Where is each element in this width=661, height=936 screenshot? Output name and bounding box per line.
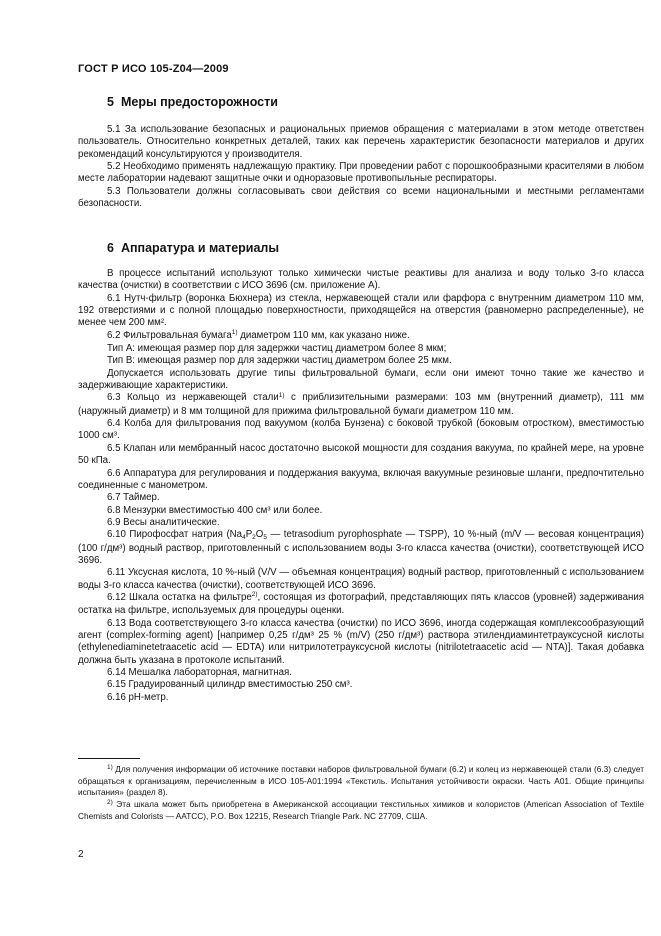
paragraph-6-13: 6.13 Вода соответствующего 3-го класса качества (очистки) по ИСО 3696, иногда содержащая комплексообразующий агент (complex-forming agent) [например 0,25 г/дм³ 25 % (m/V) (250 г/дм³) раствора этилендиаминтетрауксусной кислоты (ethylenediaminetetraacetic acid — EDTA) или нитрилотетрауксусной кислоты (nitrilotetraacetic acid — NTA)]. Такая добавка должна быть указана в протоколе испытаний. [78,617,644,666]
footnote-ref-2: 2) [251,591,258,599]
footnote-divider [78,758,140,759]
paragraph-6-9: 6.9 Весы аналитические. [107,516,220,528]
section-5-number: 5 [107,95,114,109]
section-6-body [78,268,644,704]
paragraph-5-3: 5.3 Пользователи должны согласовывать свои действия со всеми национальными и местными регламентами безопасности. [78,185,644,210]
paragraph-5-1: 5.1 За использование безопасных и рациональных приемов обращения с материалами в этом методе ответствен пользователь. Относительно конкретных деталей, таких как перечень характеристик безопасности материалов и других рекомендаций консультируются у производителя. [78,124,644,160]
paragraph-6-12: 6.12 Шкала остатка на фильтре$^{2)}$, состоящая из фотографий, представляющих пять классов (уровней) задерживания остатка на фильтре, используемых для процедуры оценки. [78,591,644,617]
footnotes [78,764,644,823]
paragraph-6-1: 6.1 Нутч-фильтр (воронка Бюхнера) из стекла, нержавеющей стали или фарфора с внутренним диаметром 110 мм, 192 отверстиями и с полной площадью поверхностности, приходящейся на отверстия (равномерно распределенные), не менее чем 200 мм². [78,292,644,329]
section-6-number: 6 [107,241,114,255]
paragraph-6-7: 6.7 Таймер. [107,492,160,504]
paragraph-6-15: 6.15 Градуированный цилиндр вместимостью 250 см³. [107,679,353,691]
footnote-2: $^{2)}$ Эта шкала может быть приобретена в Американской ассоциации текстильных химиков и колористов (American Association of Textile Chemists and Colorists — AATCC), P.O. Box 12215, Research Triangle Park. NC 27709, США. [78,798,644,822]
paragraph-5-2: 5.2 Необходимо применять надлежащую практику. При проведении работ с порошкообразными красителями в любом месте лаборатории надевают защитные очки и одноразовые противопыльные респираторы. [78,161,644,185]
paragraph-6-14: 6.14 Мешалка лабораторная, магнитная. [107,667,292,678]
section-5-heading [107,95,278,109]
section-5-body [78,124,644,210]
footnote-1: $^{1)}$ Для получения информации об источнике поставки наборов фильтровальной бумаги (6.2) и колец из нержавеющей стали (6.3) следует обращаться к организациям, перечисленным в ИСО 105-A01:1994 «Текстиль. Испытания устойчивости окраски. Часть А01. Общие принципы испытания» (раздел 8). [78,763,644,798]
paragraph-6-8: 6.8 Мензурки вместимостью 400 см³ или более. [107,504,323,516]
filter-type-a: Тип А: имеющая размер пор для задержки частиц диаметром более 8 мкм; [107,343,447,355]
paragraph-6-2: 6.2 Фильтровальная бумага$^{1)}$ диаметром 110 мм, как указано ниже. [107,329,410,341]
document-header: ГОСТ Р ИСО 105-Z04—2009 [78,63,229,75]
paragraph-6-intro: В процессе испытаний используют только химически чистые реактивы для анализа и воду только 3-го класса качества (очистки) в соответствии с ИСО 3696 (см. приложение А). [78,268,644,292]
section-6-title: Аппаратура и материалы [120,241,280,255]
page-number: 2 [78,849,84,860]
paragraph-6-4: 6.4 Колба для фильтрования под вакуумом (колба Бунзена) с боковой трубкой (боковым отростком), вместимостью 1000 см³. [78,418,644,442]
paragraph-6-2-note: Допускается использовать другие типы фильтровальной бумаги, если они имеют точно такие же качество и задерживающие характеристики. [78,367,644,392]
paragraph-6-11: 6.11 Уксусная кислота, 10 %-ный (V/V — объемная концентрация) водный раствор, приготовленный с использованием воды 3-го класса качества (очистки), соответствующей ИСО 3696. [78,567,644,591]
footnote-ref-1: 1) [231,329,238,337]
paragraph-6-5: 6.5 Клапан или мембранный насос достаточно высокой мощности для создания вакуума, по крайней мере, на уровне 50 кПа. [78,442,644,467]
paragraph-6-6: 6.6 Аппаратура для регулирования и поддержания вакуума, включая вакуумные резиновые шланги, предпочтительно соединенные с манометром. [78,467,644,491]
section-5-title: Меры предосторожности [120,95,278,109]
filter-type-b: Тип В: имеющая размер пор для задержки частиц диаметром более 25 мкм. [107,355,452,367]
section-6-heading [107,241,279,255]
paragraph-6-16: 6.16 pH-метр. [107,691,169,703]
paragraph-6-10: 6.10 Пирофосфат натрия ($Na_4P_2O_5$ — tetrasodium pyrophosphate — TSPP), 10 %-ный (m/V — весовая концентрация) (100 г/дм³) водный раствор, приготовленный с использованием воды 3-го класса качества (очистки), соответствующей ИСО 3696. [78,529,644,566]
paragraph-6-3: 6.3 Кольцо из нержавеющей стали$^{1)}$ с приблизительными размерами: 103 мм (внутренний диаметр), 111 мм (наружный диаметр) и 8 мм толщиной для прижима фильтровальной бумаги диаметром 110 мм. [78,391,645,417]
footnote-ref-1b: 1) [278,391,285,399]
